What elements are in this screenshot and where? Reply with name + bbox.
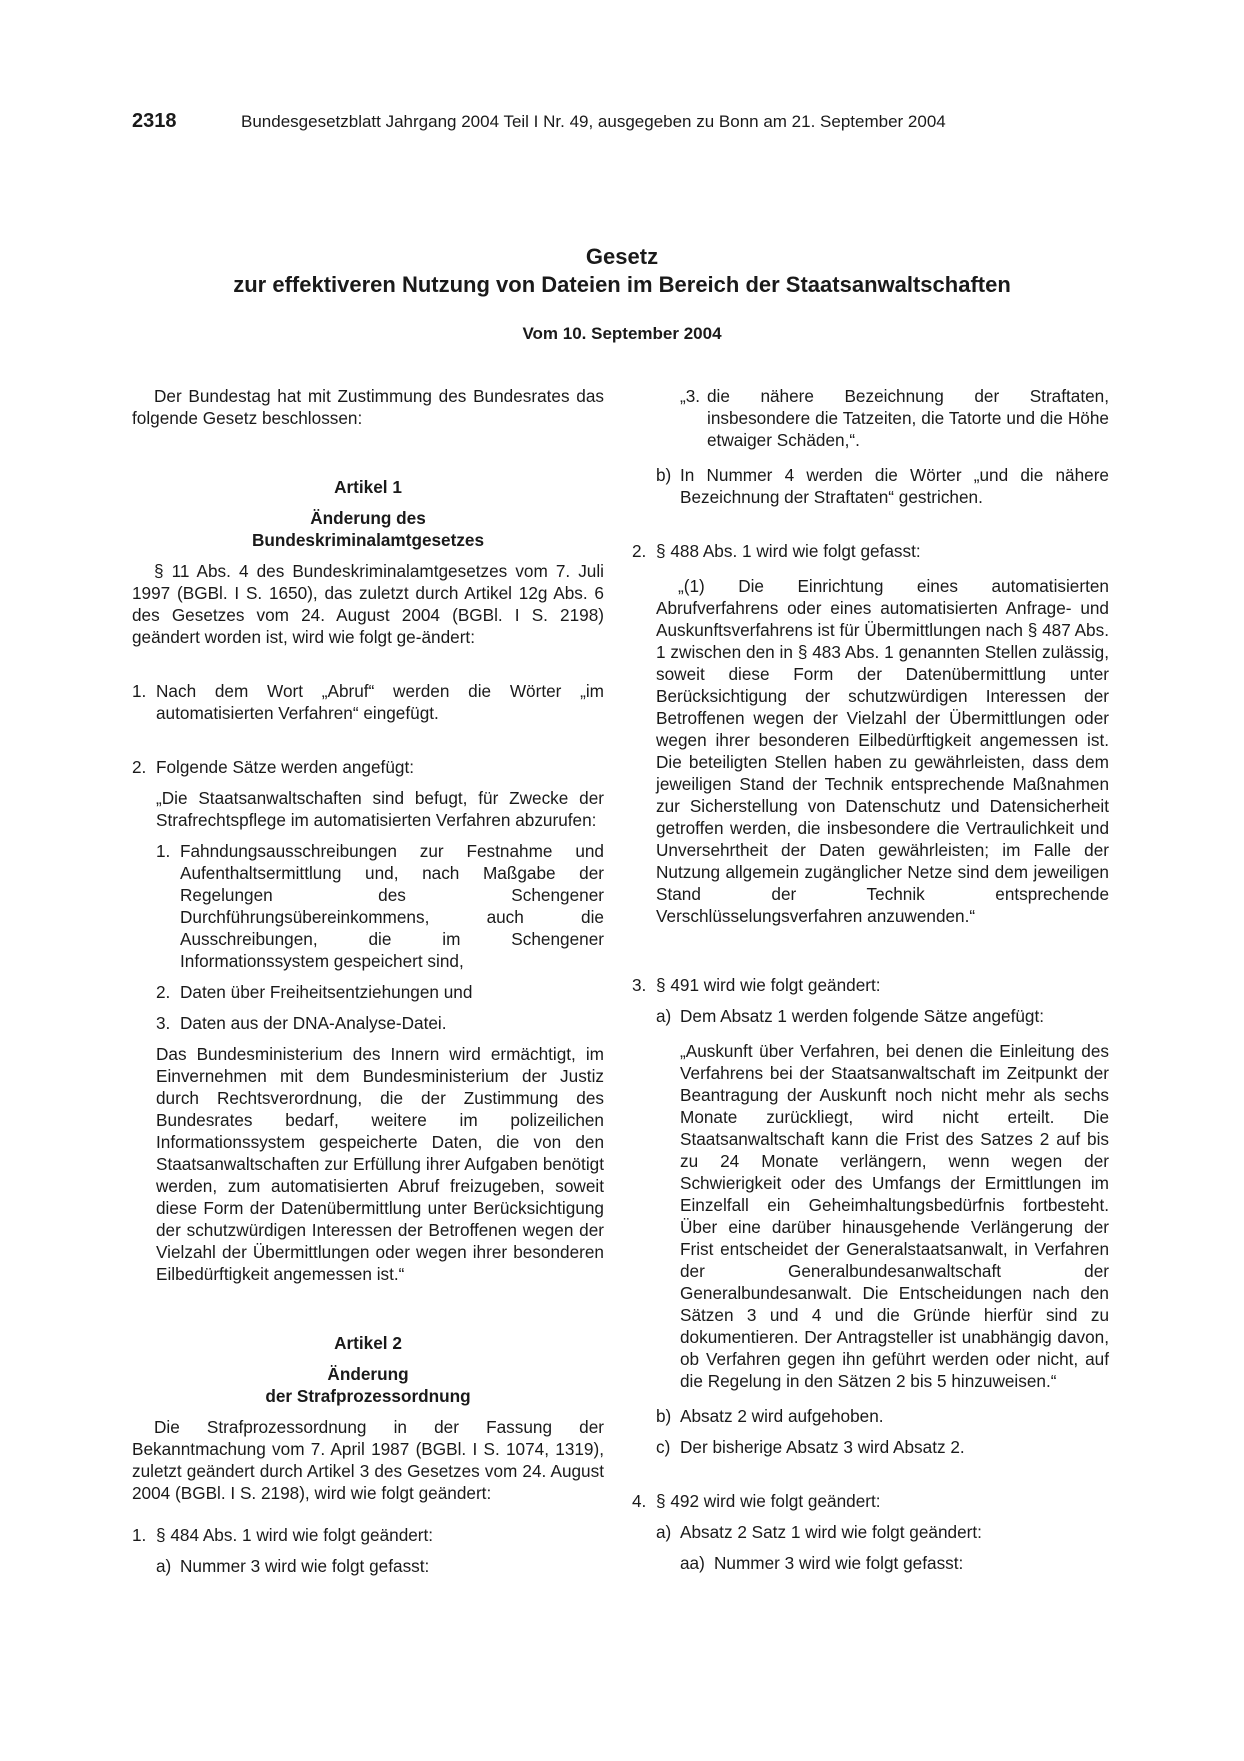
- item-2: [632, 540, 1109, 562]
- running-title: Bundesgesetzblatt Jahrgang 2004 Teil I Nr. 49, ausgegeben zu Bonn am 21. September 2004: [241, 112, 946, 131]
- item-letter: b): [656, 1406, 672, 1426]
- quote-item-3: [156, 1012, 604, 1034]
- item-text: die nähere Bezeichnung der Straftaten, insbesondere die Tatzeiten, die Tatorte und die Höhe etwaiger Schäden,“.: [707, 386, 1109, 450]
- item-text: Dem Absatz 1 werden folgende Sätze angefügt:: [680, 1006, 1045, 1026]
- article-1-item-1: [132, 680, 604, 724]
- quote-item-2: [156, 981, 604, 1003]
- item-text: Nach dem Wort „Abruf“ werden die Wörter „im automatisierten Verfahren“ eingefügt.: [156, 681, 604, 723]
- article-1-text: § 11 Abs. 4 des Bundeskriminalamtgesetzes vom 7. Juli 1997 (BGBl. I S. 1650), das zuletzt durch Artikel 12g Abs. 6 des Gesetzes vom 24. August 2004 (BGBl. I S. 2198) geändert worden ist, wird wie folgt ge-ändert:: [132, 561, 604, 647]
- item-number: 3.: [156, 1013, 171, 1033]
- item-text: § 484 Abs. 1 wird wie folgt geändert:: [156, 1525, 434, 1545]
- item-text: § 492 wird wie folgt geändert:: [656, 1491, 881, 1511]
- article-2-item-1a: [156, 1555, 604, 1577]
- item-3: [632, 974, 1109, 996]
- item-number: 2.: [156, 982, 171, 1002]
- article-2-text: Die Strafprozessordnung in der Fassung der Bekanntmachung vom 7. April 1987 (BGBl. I S. 1074, 1319), zuletzt geändert durch Artikel 3 des Gesetzes vom 24. August 2004 (BGBl. I S. 2198), wird wie folgt geändert:: [132, 1417, 604, 1503]
- item-2-quote: „(1) Die Einrichtung eines automatisierten Abrufverfahrens oder eines automatisierten Anfrage- und Auskunftsverfahrens ist für Übermittlungen nach § 487 Abs. 1 zwischen den in § 483 Abs. 1 genannten Stellen zulässig, soweit diese Form der Datenübermittlung unter Berücksichtigung der schutzwürdigen Interessen der Betroffenen wegen der Vielzahl der Übermittlungen oder wegen ihrer besonderen Eilbedürftigkeit angemessen ist. Die beteiligten Stellen haben zu gewährleisten, dass dem jeweiligen Stand der Technik entsprechende Maßnahmen zur Sicherstellung von Datenschutz und Datensicherheit getroffen werden, die insbesondere die Vertraulichkeit und Unversehrtheit der Daten gewährleisten; im Falle der Nutzung allgemein zugänglicher Netze sind dem jeweiligen Stand der Technik entsprechende Verschlüsselungsverfahren anzuwenden.“: [656, 576, 1109, 926]
- article-1-subtitle-2: Bundeskriminalamtgesetzes: [251, 530, 485, 550]
- item-letter: a): [156, 1556, 172, 1576]
- item-number: 2.: [132, 757, 147, 777]
- article-2-heading: Artikel 2: [334, 1333, 402, 1353]
- item-3a: [656, 1005, 1109, 1027]
- item-text: Absatz 2 Satz 1 wird wie folgt geändert:: [680, 1522, 982, 1542]
- item-text: Daten über Freiheitsentziehungen und: [180, 982, 473, 1002]
- law-title-line2: zur effektiveren Nutzung von Dateien im Bereich der Staatsanwaltschaften: [233, 272, 1011, 297]
- item-3b: [656, 1405, 1109, 1427]
- item-text: Nummer 3 wird wie folgt gefasst:: [714, 1553, 964, 1573]
- article-1-item-2: [132, 756, 604, 778]
- article-2-item-1: [132, 1524, 604, 1546]
- item-text: Absatz 2 wird aufgehoben.: [680, 1406, 884, 1426]
- item-number: 1.: [156, 841, 171, 861]
- law-title: [0, 243, 1244, 299]
- item-letter: c): [656, 1437, 671, 1457]
- item-text: § 491 wird wie folgt geändert:: [656, 975, 881, 995]
- item-3c: [656, 1436, 1109, 1458]
- item-text: Daten aus der DNA-Analyse-Datei.: [180, 1013, 447, 1033]
- item-letter: a): [656, 1522, 672, 1542]
- law-title-line1: Gesetz: [585, 244, 659, 269]
- article-1-subtitle-1: Änderung des: [310, 508, 426, 528]
- item-number: „3.: [680, 386, 701, 406]
- item-number: 1.: [132, 1525, 147, 1545]
- intro-paragraph: Der Bundestag hat mit Zustimmung des Bundesrates das folgende Gesetz beschlossen:: [132, 386, 604, 428]
- law-date: Vom 10. September 2004: [522, 324, 722, 343]
- page-number: 2318: [132, 110, 177, 132]
- right-column: [632, 385, 1109, 1574]
- item-letter: a): [656, 1006, 672, 1026]
- item-letter: b): [656, 465, 672, 485]
- article-1-quote-block: [156, 787, 604, 1285]
- quote-number-3: [680, 385, 1109, 451]
- article-2-subtitle-2: der Strafprozessordnung: [265, 1386, 471, 1406]
- quote-item-1: [156, 840, 604, 972]
- quote-intro: „Die Staatsanwaltschaften sind befugt, für Zwecke der Strafrechtspflege im automatisierten Verfahren abzurufen:: [156, 788, 604, 830]
- article-2-subtitle-1: Änderung: [327, 1364, 409, 1384]
- item-text: § 488 Abs. 1 wird wie folgt gefasst:: [656, 541, 921, 561]
- item-number: 3.: [632, 975, 647, 995]
- item-1b: [656, 464, 1109, 508]
- item-4aa: [680, 1552, 1109, 1574]
- item-4: [632, 1490, 1109, 1512]
- item-text: In Nummer 4 werden die Wörter „und die nähere Bezeichnung der Straftaten“ gestrichen.: [680, 465, 1109, 507]
- left-column: [132, 385, 604, 1577]
- item-3a-quote: „Auskunft über Verfahren, bei denen die Einleitung des Verfahrens bei der Staatsanwaltschaft im Zeitpunkt der Beantragung der Auskunft noch nicht mehr als sechs Monate zurückliegt, wird nicht erteilt. Die Staatsanwaltschaft kann die Frist des Satzes 2 auf bis zu 24 Monate verlängern, wenn wegen der Schwierigkeit oder des Umfangs der Ermittlungen im Einzelfall ein Geheimhaltungsbedürfnis fortbesteht. Über eine darüber hinausgehende Verlängerung der Frist entscheidet der Generalstaatsanwalt, in Verfahren der Generalbundesanwaltschaft der Generalbundesanwalt. Die Entscheidungen nach den Sätzen 3 und 4 und die Gründe hierfür sind zu dokumentieren. Der Antragsteller ist unabhängig davon, ob Verfahren gegen ihn geführt werden oder nicht, auf die Regelung in den Sätzen 2 bis 5 hinzuweisen.“: [680, 1041, 1109, 1391]
- item-4a: [656, 1521, 1109, 1543]
- article-1-heading: Artikel 1: [334, 477, 402, 497]
- item-text: Fahndungsausschreibungen zur Festnahme und Aufenthaltsermittlung und, nach Maßgabe der Regelungen des Schengener Durchführungsübereinkommens, auch die Ausschreibungen, die im Schengener Informationssystem gespeichert sind,: [180, 841, 604, 971]
- item-text: Folgende Sätze werden angefügt:: [156, 757, 414, 777]
- item-text: Nummer 3 wird wie folgt gefasst:: [180, 1556, 430, 1576]
- item-number: 2.: [632, 541, 647, 561]
- item-number: 4.: [632, 1491, 647, 1511]
- item-text: Der bisherige Absatz 3 wird Absatz 2.: [680, 1437, 965, 1457]
- item-letter: aa): [680, 1553, 705, 1573]
- item-number: 1.: [132, 681, 147, 701]
- quote-closing: Das Bundesministerium des Innern wird ermächtigt, im Einvernehmen mit dem Bundesministerium der Justiz durch Rechtsverordnung, die der Zustimmung des Bundesrates bedarf, weitere im polizeilichen Informationssystem gespeicherte Daten, die von den Staatsanwaltschaften zur Erfüllung ihrer Aufgaben benötigt werden, zum automatisierten Abruf freizugeben, soweit diese Form der Datenübermittlung unter Berücksichtigung der schutzwürdigen Interessen der Betroffenen wegen der Vielzahl der Übermittlungen oder wegen ihrer besonderen Eilbedürftigkeit angemessen ist.“: [156, 1044, 604, 1284]
